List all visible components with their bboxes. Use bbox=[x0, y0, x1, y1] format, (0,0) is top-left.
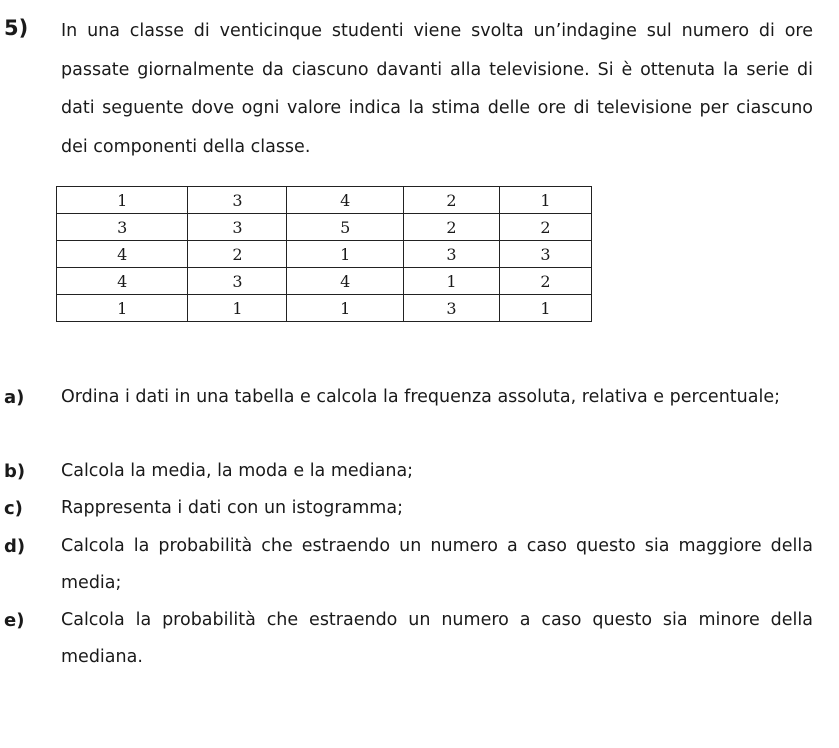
table-cell: 1 bbox=[287, 295, 404, 322]
question-label: d) bbox=[4, 536, 26, 557]
question-label: a) bbox=[4, 387, 25, 408]
table-cell: 2 bbox=[404, 187, 500, 214]
table-cell: 3 bbox=[404, 295, 500, 322]
table-cell: 1 bbox=[287, 241, 404, 268]
table-cell: 4 bbox=[57, 241, 188, 268]
question-text: Ordina i dati in una tabella e calcola la frequenza assoluta, relativa e percentuale; bbox=[61, 387, 780, 407]
table-cell: 1 bbox=[499, 187, 591, 214]
table-cell: 5 bbox=[287, 214, 404, 241]
table-row bbox=[57, 214, 592, 241]
table-cell: 3 bbox=[188, 187, 287, 214]
question-text: Rappresenta i dati con un istogramma; bbox=[61, 498, 403, 518]
table-cell: 2 bbox=[404, 214, 500, 241]
table-cell: 2 bbox=[499, 268, 591, 295]
table-cell: 4 bbox=[287, 187, 404, 214]
table-row bbox=[57, 268, 592, 295]
table-cell: 1 bbox=[404, 268, 500, 295]
question-text: Calcola la probabilità che estraendo un numero a caso questo sia minore della mediana. bbox=[61, 610, 813, 667]
question-label: e) bbox=[4, 610, 25, 631]
question-text: Calcola la probabilità che estraendo un numero a caso questo sia maggiore della media; bbox=[61, 536, 813, 593]
table-row bbox=[57, 295, 592, 322]
table-cell: 1 bbox=[188, 295, 287, 322]
question-text: Calcola la media, la moda e la mediana; bbox=[61, 461, 414, 481]
table-cell: 2 bbox=[188, 241, 287, 268]
table-cell: 1 bbox=[57, 295, 188, 322]
problem-number: 5) bbox=[4, 16, 29, 40]
table-cell: 3 bbox=[57, 214, 188, 241]
table-cell: 2 bbox=[499, 214, 591, 241]
question-label: c) bbox=[4, 498, 23, 519]
table-cell: 3 bbox=[188, 214, 287, 241]
question-label: b) bbox=[4, 461, 26, 482]
table-cell: 1 bbox=[57, 187, 188, 214]
table-cell: 1 bbox=[499, 295, 591, 322]
table-cell: 4 bbox=[287, 268, 404, 295]
problem-intro: In una classe di venticinque studenti viene svolta un’indagine sul numero di ore passate giornalmente da ciascuno davanti alla televisione. Si è ottenuta la serie di dati seguente dove ogni valore indica la stima delle ore di televisione per ciascuno dei componenti della classe. bbox=[61, 21, 813, 157]
table-cell: 3 bbox=[499, 241, 591, 268]
table-row bbox=[57, 187, 592, 214]
table-row bbox=[57, 241, 592, 268]
table-cell: 4 bbox=[57, 268, 188, 295]
data-table bbox=[56, 186, 592, 322]
table-cell: 3 bbox=[188, 268, 287, 295]
table-cell: 3 bbox=[404, 241, 500, 268]
